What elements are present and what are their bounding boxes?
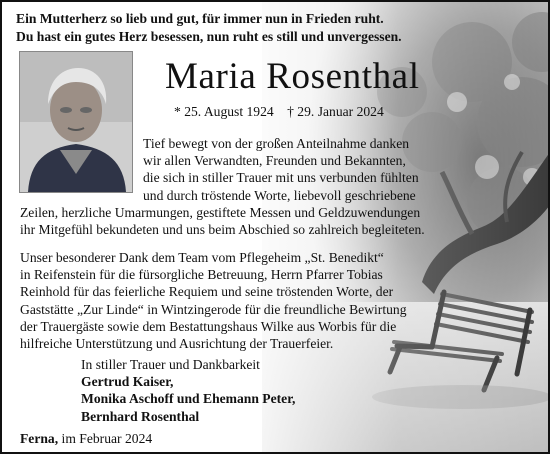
- text-line: in Reifenstein für die fürsorgliche Betreuung, Herrn Pfarrer Tobias: [20, 267, 383, 283]
- text-line: die sich in stiller Trauer mit uns verbunden fühlten: [143, 170, 419, 186]
- motto-verse: [16, 10, 536, 46]
- birth-date: * 25. August 1924: [174, 104, 274, 119]
- text-line: ihr Mitgefühl bekundeten und uns beim Abschied so zahlreich begleiteten.: [20, 222, 425, 238]
- text-line: Zeilen, herzliche Umarmungen, gestiftete Messen und Geldzuwendungen: [20, 205, 421, 220]
- signer: Bernhard Rosenthal: [81, 408, 200, 424]
- text-line: wir allen Verwandten, Freunden und Bekannten,: [143, 153, 406, 169]
- signer: Gertrud Kaiser,: [81, 374, 174, 390]
- closing-intro: In stiller Trauer und Dankbarkeit: [81, 357, 260, 372]
- thanks-paragraph-full: [20, 204, 450, 238]
- text-line: Gaststätte „Zur Linde“ in Wintzingerode für die freundliche Bewirtung: [20, 301, 407, 317]
- text-line: und durch tröstende Worte, liebevoll geschriebene: [143, 187, 416, 203]
- text-line: Unser besonderer Dank dem Team vom Pflegeheim „St. Benedikt“: [20, 250, 384, 265]
- place-date: [20, 431, 152, 447]
- death-date: † 29. Januar 2024: [287, 104, 384, 119]
- signer: Monika Aschoff und Ehemann Peter,: [81, 391, 296, 407]
- life-dates: [174, 104, 394, 120]
- thanks-paragraph-indented: [143, 135, 443, 204]
- text-line: der Trauergäste sowie dem Bestattungshaus Wilke aus Worbis für die: [20, 318, 397, 334]
- motto-line-2: Du hast ein gutes Herz besessen, nun ruht es still und unvergessen.: [16, 29, 402, 44]
- portrait-photo: [19, 51, 133, 193]
- text-line: hilfreiche Unterstützung und Ausrichtung der Trauerfeier.: [20, 336, 334, 352]
- signers-list: [81, 373, 295, 425]
- special-thanks-paragraph: [20, 249, 415, 352]
- deceased-name: Maria Rosenthal: [165, 56, 420, 97]
- motto-line-1: Ein Mutterherz so lieb und gut, für immer nun in Frieden ruht.: [16, 11, 384, 26]
- text-line: Tief bewegt von der großen Anteilnahme danken: [143, 136, 410, 151]
- month-year: im Februar 2024: [61, 431, 153, 446]
- place-name: Ferna,: [20, 431, 59, 446]
- text-line: Reinhold für das feierliche Requiem und seine tröstenden Worte, der: [20, 284, 394, 300]
- closing-block: [81, 356, 295, 425]
